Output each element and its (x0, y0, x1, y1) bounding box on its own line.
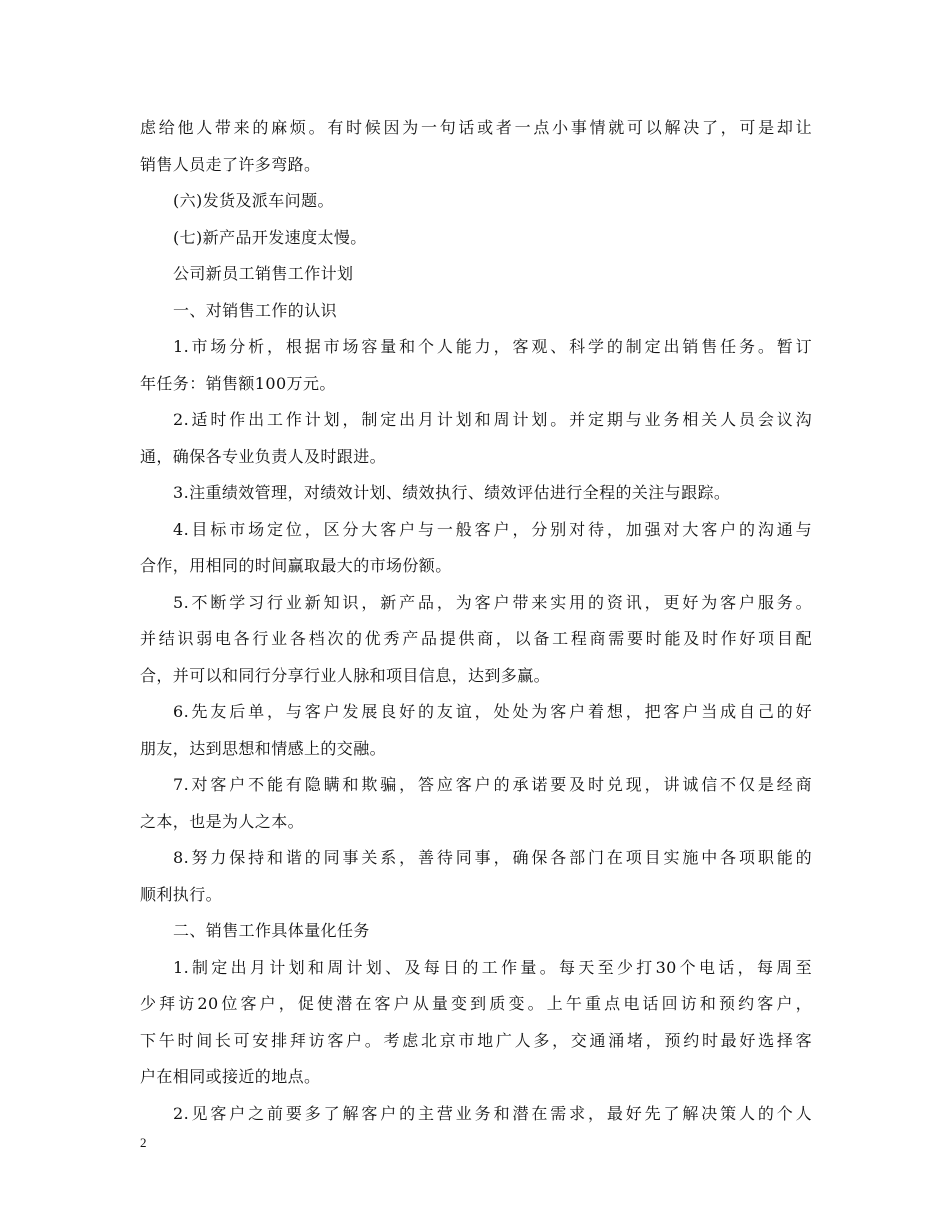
text-line: 公司新员工销售工作计划 (173, 264, 354, 283)
text-line: 通，确保各专业负责人及时跟进。 (140, 446, 387, 466)
text-line: 2.见客户之前要多了解客户的主营业务和潜在需求，最好先了解决策人的个人 (173, 1103, 812, 1123)
text-line: 一、对销售工作的认识 (173, 300, 338, 320)
text-line: 少拜访20位客户，促使潜在客户从量变到质变。上午重点电话回访和预约客户， (140, 994, 812, 1013)
text-line: 5.不断学习行业新知识，新产品，为客户带来实用的资讯，更好为客户服务。 (173, 592, 812, 612)
text-line: 7.对客户不能有隐瞒和欺骗，答应客户的承诺要及时兑现，讲诚信不仅是经商 (173, 775, 812, 794)
text-line: 1.制定出月计划和周计划、及每日的工作量。每天至少打30个电话，每周至 (173, 957, 812, 977)
page-number: 2 (140, 1135, 147, 1150)
text-line: 4.目标市场定位，区分大客户与一般客户，分别对待，加强对大客户的沟通与 (173, 519, 812, 539)
document-body (140, 110, 812, 1132)
text-line: 合，并可以和同行分享行业人脉和项目信息，达到多赢。 (140, 665, 551, 685)
text-line: 年任务：销售额100万元。 (140, 373, 336, 393)
text-line: 下午时间长可安排拜访客户。考虑北京市地广人多，交通涌堵，预约时最好选择客 (140, 1030, 812, 1050)
text-line: 2.适时作出工作计划，制定出月计划和周计划。并定期与业务相关人员会议沟 (173, 410, 812, 429)
text-line: 合作，用相同的时间赢取最大的市场份额。 (140, 556, 452, 575)
text-line: 户在相同或接近的地点。 (140, 1067, 321, 1086)
text-line: 虑给他人带来的麻烦。有时候因为一句话或者一点小事情就可以解决了，可是却让 (140, 118, 812, 137)
text-line: 之本，也是为人之本。 (140, 811, 305, 831)
text-line: 顺利执行。 (140, 884, 223, 904)
text-line: 销售人员走了许多弯路。 (140, 154, 321, 174)
text-line: 朋友，达到思想和情感上的交融。 (140, 738, 387, 758)
text-line: 8.努力保持和谐的同事关系，善待同事，确保各部门在项目实施中各项职能的 (173, 848, 812, 867)
text-line: 并结识弱电各行业各档次的优秀产品提供商，以备工程商需要时能及时作好项目配 (140, 629, 812, 648)
text-line: 6.先友后单，与客户发展良好的友谊，处处为客户着想，把客户当成自己的好 (173, 702, 812, 721)
text-line: 3.注重绩效管理，对绩效计划、绩效执行、绩效评估进行全程的关注与跟踪。 (173, 483, 731, 502)
text-line: (六)发货及派车问题。 (173, 191, 334, 210)
text-line: 二、销售工作具体量化任务 (173, 921, 370, 940)
text-line: 1.市场分析，根据市场容量和个人能力，客观、科学的制定出销售任务。暂订 (173, 337, 812, 356)
text-line: (七)新产品开发速度太慢。 (173, 227, 367, 247)
